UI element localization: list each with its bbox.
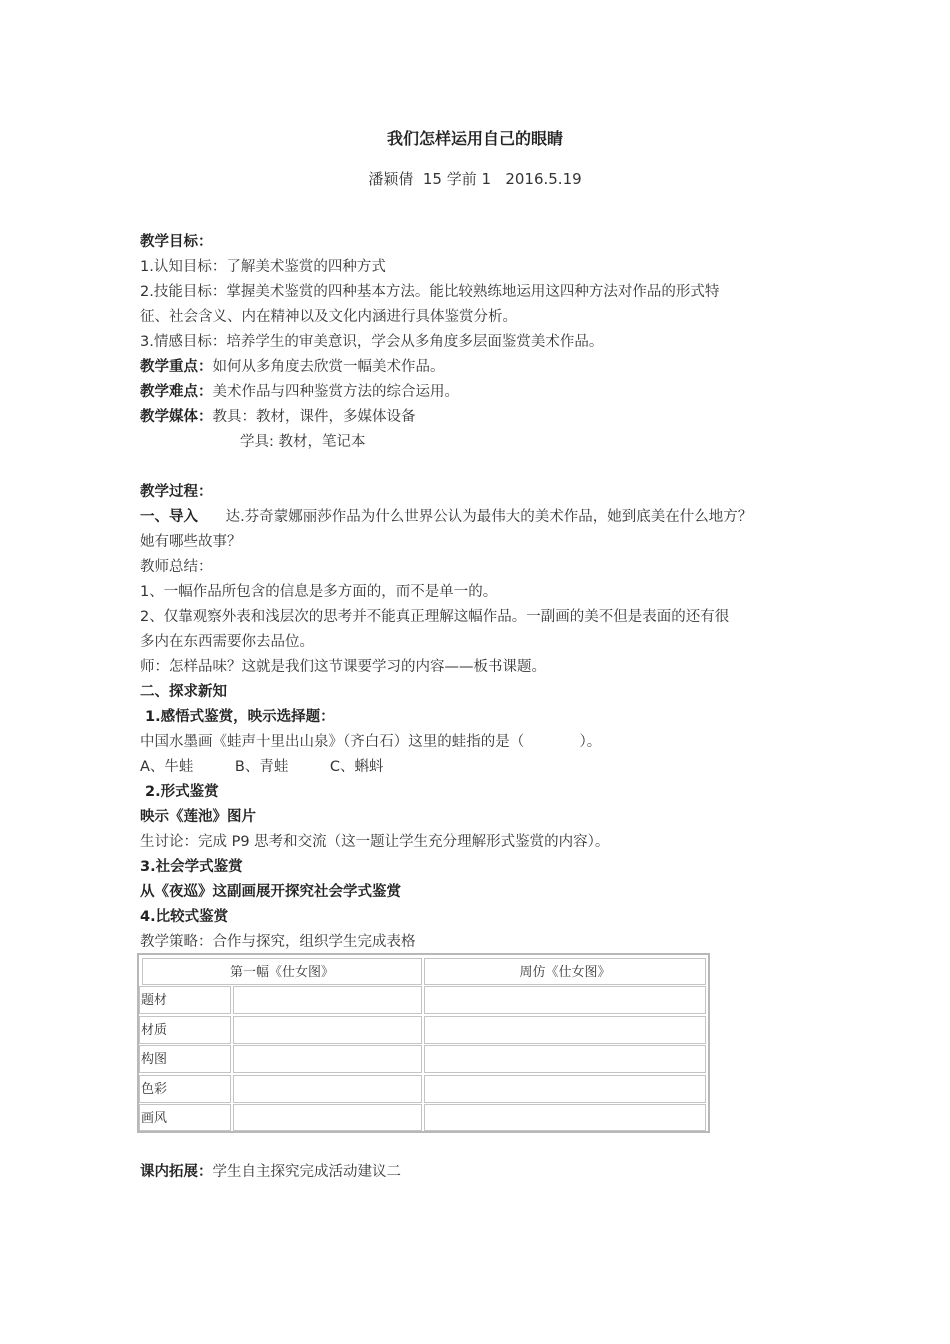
- row-label-subject: 题材: [139, 986, 231, 1014]
- teacher-summary: 教师总结：: [140, 559, 213, 575]
- method-3-heading: 3.社会学式鉴赏: [140, 859, 243, 875]
- method-1-question: 中国水墨画《蛙声十里出山泉》（齐白石）这里的蛙指的是（ ）。: [140, 734, 602, 750]
- cell-composition-a: [233, 1045, 422, 1073]
- method-2-discussion: 生讨论：完成 P9 思考和交流（这一题让学生充分理解形式鉴赏的内容）。: [140, 834, 610, 850]
- row-label-material: 材质: [139, 1016, 231, 1044]
- goal-1: 1.认知目标：了解美术鉴赏的四种方式: [140, 259, 386, 275]
- goal-2-line1: 2.技能目标：掌握美术鉴赏的四种基本方法。能比较熟练地运用这四种方法对作品的形式特: [140, 284, 720, 300]
- goal-3: 3.情感目标：培养学生的审美意识，学会从多角度多层面鉴赏美术作品。: [140, 334, 604, 350]
- media-teacher-tools: 教具：教材，课件，多媒体设备: [212, 409, 416, 425]
- difficulty-label: 教学难点：: [140, 384, 213, 400]
- process-heading: 教学过程：: [140, 484, 213, 500]
- table-header-col2: 周仿《仕女图》: [424, 958, 706, 985]
- cell-style-b: [424, 1104, 706, 1131]
- doc-title: 我们怎样运用自己的眼睛: [386, 129, 563, 148]
- teacher-question: 师：怎样品味？这就是我们这节课要学习的内容——板书课题。: [140, 659, 546, 675]
- intro-line: [140, 505, 840, 530]
- intro-line-2: 她有哪些故事？: [140, 534, 242, 550]
- difficulty: [140, 380, 830, 405]
- key-point: [140, 355, 830, 380]
- row-label-style: 画风: [139, 1104, 231, 1131]
- method-4-heading: 4.比较式鉴赏: [140, 909, 229, 925]
- method-4-strategy: 教学策略：合作与探究，组织学生完成表格: [140, 934, 416, 950]
- summary-point-2-line2: 多内在东西需要你去品位。: [140, 634, 314, 650]
- cell-material-a: [233, 1016, 422, 1044]
- key-point-label: 教学重点：: [140, 359, 213, 375]
- extension-text: 学生自主探究完成活动建议二: [212, 1164, 401, 1180]
- key-point-text: 如何从多角度去欣赏一幅美术作品。: [212, 359, 445, 375]
- cell-color-b: [424, 1075, 706, 1103]
- difficulty-text: 美术作品与四种鉴赏方法的综合运用。: [212, 384, 459, 400]
- goal-2-line2: 征、社会含义、内在精神以及文化内涵进行具体鉴赏分析。: [140, 309, 517, 325]
- row-label-color: 色彩: [139, 1075, 231, 1103]
- cell-subject-b: [424, 986, 706, 1014]
- extension: [140, 1160, 830, 1185]
- media-label: 教学媒体：: [140, 409, 213, 425]
- method-3-text: 从《夜巡》这副画展开探究社会学式鉴赏: [140, 884, 401, 900]
- row-label-composition: 构图: [139, 1045, 231, 1073]
- cell-subject-a: [233, 986, 422, 1014]
- cell-color-a: [233, 1075, 422, 1103]
- summary-point-1: 1、一幅作品所包含的信息是多方面的，而不是单一的。: [140, 584, 498, 600]
- goals-heading: 教学目标：: [140, 234, 213, 250]
- comparison-table: [137, 953, 710, 1133]
- explore-heading: 二、探求新知: [140, 684, 227, 700]
- doc-author-line: 潘颖倩 15 学前 1 2016.5.19: [368, 170, 582, 188]
- intro-label: 一、导入: [140, 509, 198, 525]
- method-2-heading: 2.形式鉴赏: [140, 784, 219, 800]
- cell-material-b: [424, 1016, 706, 1044]
- method-1-heading: 1.感悟式鉴赏，映示选择题：: [140, 709, 335, 725]
- method-2-show: 映示《莲池》图片: [140, 809, 256, 825]
- media: [140, 405, 830, 430]
- cell-style-a: [233, 1104, 422, 1131]
- extension-label: 课内拓展：: [140, 1164, 213, 1180]
- cell-composition-b: [424, 1045, 706, 1073]
- intro-text-1: 达.芬奇蒙娜丽莎作品为什么世界公认为最伟大的美术作品，她到底美在什么地方？: [198, 509, 753, 525]
- method-1-options: A、牛蛙 B、青蛙 C、蝌蚪: [140, 759, 384, 775]
- media-student-tools: 学具: 教材，笔记本: [240, 434, 366, 450]
- summary-point-2-line1: 2、仅靠观察外表和浅层次的思考并不能真正理解这幅作品。一副画的美不但是表面的还有很: [140, 609, 730, 625]
- table-header-col1: 第一幅《仕女图》: [142, 958, 422, 985]
